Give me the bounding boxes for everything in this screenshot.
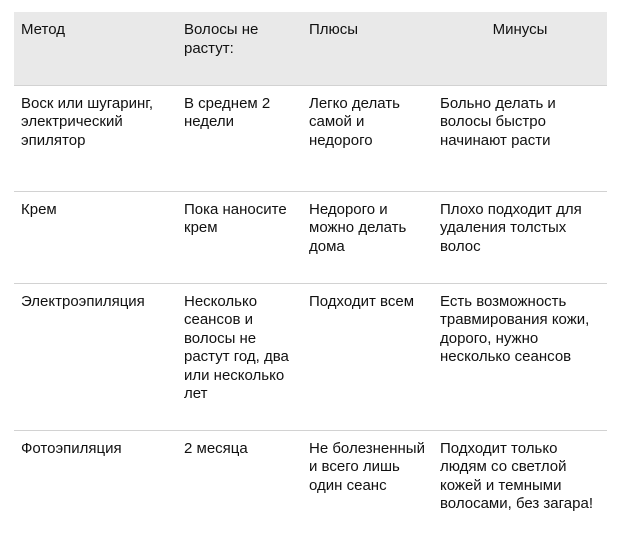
cell-method: Электроэпиляция — [14, 283, 177, 430]
header-row — [14, 12, 607, 85]
cell-pros: Легко делать самой и недорого — [302, 85, 433, 191]
cell-method: Фотоэпиляция — [14, 430, 177, 547]
cell-cons: Подходит только людям со светлой кожей и темными волосами, без загара! — [433, 430, 607, 547]
cell-pros: Подходит всем — [302, 283, 433, 430]
cell-pros: Не болезненный и всего лишь один сеанс — [302, 430, 433, 547]
header-pros: Плюсы — [309, 21, 359, 38]
header-cons: Минусы — [492, 21, 548, 38]
cell-duration: 2 месяца — [177, 430, 302, 547]
cell-duration: В среднем 2 недели — [177, 85, 302, 191]
header-duration: Волосы не растут: — [184, 21, 259, 57]
table-row — [14, 191, 607, 283]
table-row — [14, 283, 607, 430]
table-header — [14, 12, 607, 85]
cell-pros: Недорого и можно делать дома — [302, 191, 433, 283]
table-row — [14, 430, 607, 547]
cell-cons: Больно делать и волосы быстро начинают расти — [433, 85, 607, 191]
header-method: Метод — [21, 21, 65, 38]
table-body — [14, 85, 607, 547]
cell-duration: Пока наносите крем — [177, 191, 302, 283]
cell-cons: Плохо подходит для удаления толстых волос — [433, 191, 607, 283]
comparison-table — [14, 12, 607, 547]
table-row — [14, 85, 607, 191]
cell-cons: Есть возможность травмирования кожи, дорого, нужно несколько сеансов — [433, 283, 607, 430]
cell-method: Воск или шугаринг, электрический эпилятор — [14, 85, 177, 191]
cell-method: Крем — [14, 191, 177, 283]
cell-duration: Несколько сеансов и волосы не растут год, два или несколько лет — [177, 283, 302, 430]
